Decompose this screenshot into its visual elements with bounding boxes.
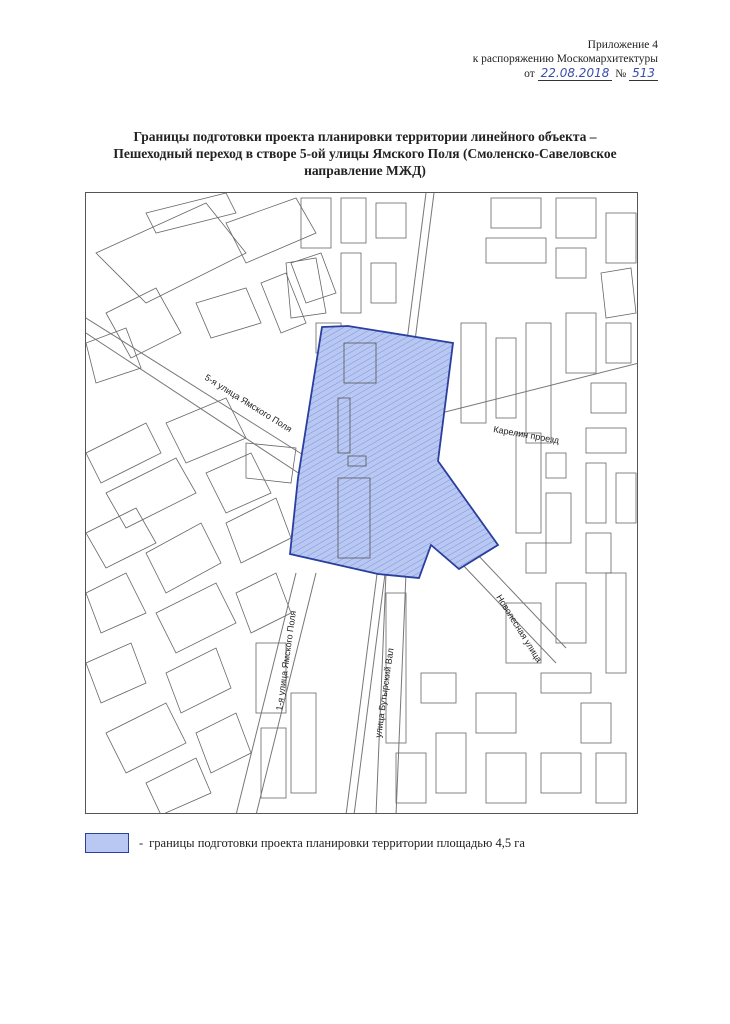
legend-text: границы подготовки проекта планировки территории площадью 4,5 га [149, 835, 525, 850]
street-label-butyrsky: улица Бутырский Вал [373, 647, 396, 739]
appendix-header [473, 38, 658, 81]
street-label-5-yamskoe: 5-я улица Ямского Поля [202, 372, 294, 435]
street-label-karelin: Карелин проезд [492, 424, 560, 446]
order-number: 513 [629, 66, 658, 81]
site-plan-map [85, 192, 638, 814]
legend-swatch [85, 833, 129, 853]
legend-dash: - [139, 835, 144, 850]
document-title [60, 128, 670, 179]
appendix-number: Приложение 4 [587, 39, 658, 51]
order-date: 22.08.2018 [538, 66, 613, 81]
map-svg [86, 193, 638, 814]
street-label-1-yamskoe: 1-я улица Ямского Поля [274, 610, 299, 712]
title-line-3: направление МЖД) [304, 163, 426, 178]
order-date-number [473, 66, 658, 81]
street-label-novolesnaya: Новолесная улица [494, 592, 545, 665]
number-prefix: № [615, 68, 627, 80]
title-line-1: Границы подготовки проекта планировки территории линейного объекта – [133, 129, 597, 144]
project-boundary-area [290, 326, 498, 578]
map-legend [85, 833, 525, 853]
date-prefix: от [524, 68, 535, 80]
order-reference: к распоряжению Москомархитектуры [472, 53, 658, 65]
title-line-2: Пешеходный переход в створе 5-ой улицы Ямского Поля (Смоленско-Савеловское [113, 146, 617, 161]
